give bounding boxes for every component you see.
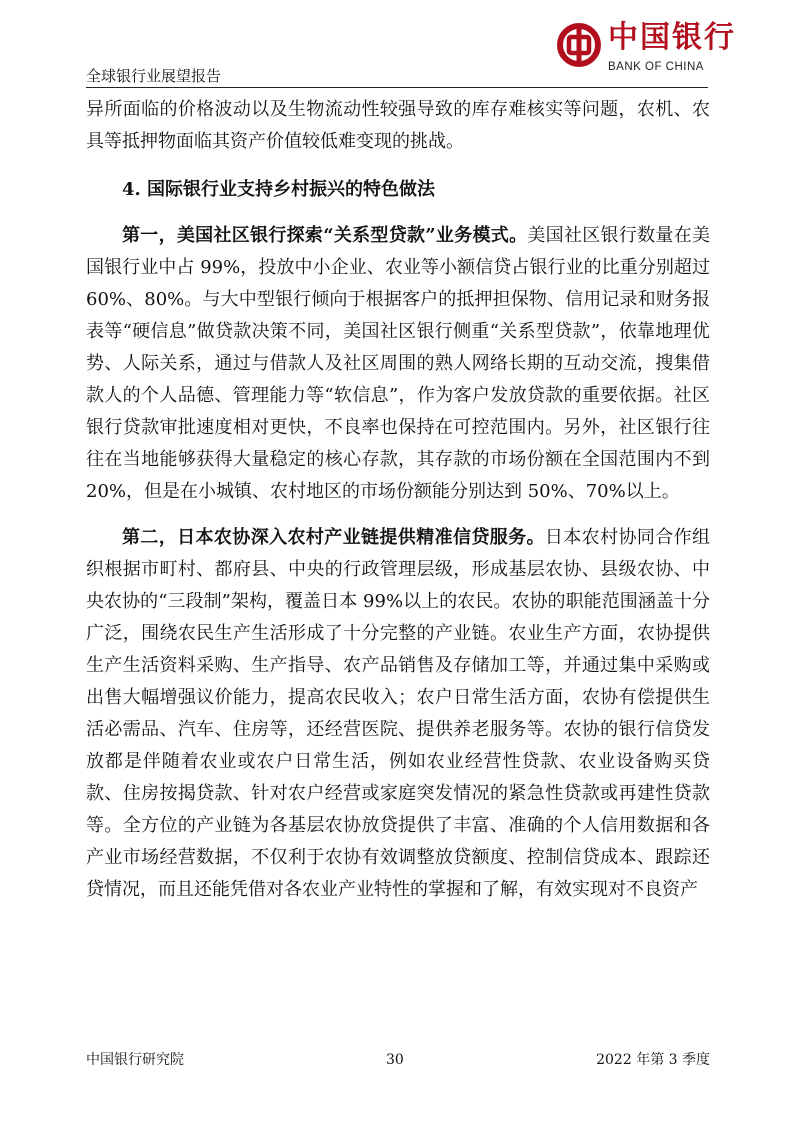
paragraph-text: 日本农村协同合作组织根据市町村、都府县、中央的行政管理层级，形成基层农协、县级农协、中央农协的“三段制”架构，覆盖日本 99%以上的农民。农协的职能范围涵盖十分广泛，围绕农民生产生活形成了十分完整的产业链。农业生产方面，农协提供生产生活资料采购、生产指导、农产品销售及存储加工等，并通过集中采购或出售大幅增强议价能力，提高农民收入；农户日常生活方面，农协有偿提供生活必需品、汽车、住房等，还经营医院、提供养老服务等。农协的银行信贷发放都是伴随着农业或农户日常生活，例如农业经营性贷款、农业设备购买贷款、住房按揭贷款、针对农户经营或家庭突发情况的紧急性贷款或再建性贷款等。全方位的产业链为各基层农协放贷提供了丰富、准确的个人信用数据和各产业市场经营数据，不仅利于农协有效调整放贷额度、控制信贷成本、跟踪还贷情况，而且还能凭借对各农业产业特性的掌握和了解，有效实现对不良资产 bbox=[86, 527, 711, 900]
section-heading: 4. 国际银行业支持乡村振兴的特色做法 bbox=[122, 179, 436, 200]
paragraph-lead: 第一，美国社区银行探索“关系型贷款”业务模式。 bbox=[122, 225, 528, 246]
bank-of-china-logo-icon bbox=[556, 22, 602, 68]
paragraph-text: 美国社区银行数量在美国银行业中占 99%，投放中小企业、农业等小额信贷占银行业的比重分别超过 60%、80%。与大中型银行倾向于根据客户的抵押担保物、信用记录和财务报表等“硬信息”做贷款决策不同，美国社区银行侧重“关系型贷款”，依靠地理优势、人际关系，通过与借款人及社区周围的熟人网络长期的互动交流，搜集借款人的个人品德、管理能力等“软信息”，作为客户发放贷款的重要依据。社区银行贷款审批速度相对更快，不良率也保持在可控范围内。另外，社区银行往往在当地能够获得大量稳定的核心存款，其存款的市场份额在全国范围内不到 20%，但是在小城镇、农村地区的市场份额能分别达到 50%、70%以上。 bbox=[86, 225, 710, 502]
footer-institute: 中国银行研究院 bbox=[86, 1052, 184, 1068]
paragraph-lead: 第二，日本农协深入农村产业链提供精准信贷服务。 bbox=[122, 527, 545, 548]
paragraph-us-community-banks bbox=[86, 220, 710, 508]
report-title: 全球银行业展望报告 bbox=[86, 67, 222, 85]
footer-period: 2022 年第 3 季度 bbox=[596, 1052, 710, 1068]
logo-name-en: BANK OF CHINA bbox=[608, 61, 704, 73]
continuation-paragraph: 异所面临的价格波动以及生物流动性较强导致的库存难核实等问题，农机、农具等抵押物面临其资产价值较低难变现的挑战。 bbox=[86, 99, 710, 152]
paragraph-japan-agricultural-coops bbox=[86, 522, 710, 906]
bank-logo bbox=[548, 12, 736, 82]
page-body bbox=[86, 94, 710, 906]
header-divider bbox=[86, 87, 708, 88]
page-number: 30 bbox=[386, 1052, 404, 1068]
logo-name-cn: 中国银行 bbox=[608, 20, 736, 55]
page-footer bbox=[86, 1049, 710, 1071]
